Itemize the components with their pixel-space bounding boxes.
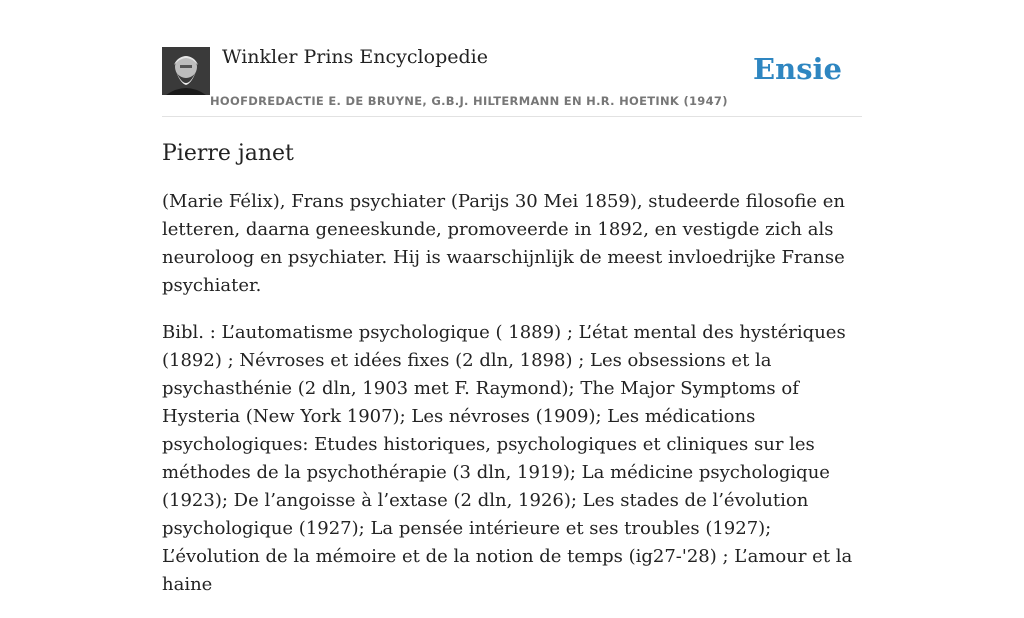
article-title: Pierre janet — [162, 141, 294, 166]
source-title[interactable]: Winkler Prins Encyclopedie — [222, 46, 488, 68]
author-avatar[interactable] — [162, 47, 210, 95]
brand-logo[interactable]: Ensie — [753, 52, 842, 86]
article — [162, 138, 864, 618]
article-paragraph-description: (Marie Félix), Frans psychiater (Parijs 30 Mei 1859), studeerde filosofie en letteren, daarna geneeskunde, promoveerde in 1892, en vestigde zich als neuroloog en psychiater. Hij is waarschijnlijk de meest invloedrijke Franse psychiater. — [162, 191, 845, 296]
source-header — [162, 44, 862, 117]
source-subtitle: HOOFDREDACTIE E. DE BRUYNE, G.B.J. HILTERMANN EN H.R. HOETINK (1947) — [210, 94, 728, 108]
article-paragraph-bibliography: Bibl. : L’automatisme psychologique ( 1889) ; L’état mental des hystériques (1892) ; Névroses et idées fixes (2 dln, 1898) ; Les obsessions et la psychasthénie (2 dln, 1903 met F. Raymond); The Major Symptoms of Hysteria (New York 1907); Les névroses (1909); Les médications psychologiques: Etudes historiques, psychologiques et cliniques sur les méthodes de la psychothérapie (3 dln, 1919); La médicine psychologique (1923); De l’angoisse à l’extase (2 dln, 1926); Les stades de l’évolution psychologique (1927); La pensée intérieure et ses troubles (1927); L’évolution de la mémoire et de la notion de temps (ig27-'28) ; L’amour et la haine — [162, 322, 853, 595]
portrait-icon — [162, 47, 210, 95]
